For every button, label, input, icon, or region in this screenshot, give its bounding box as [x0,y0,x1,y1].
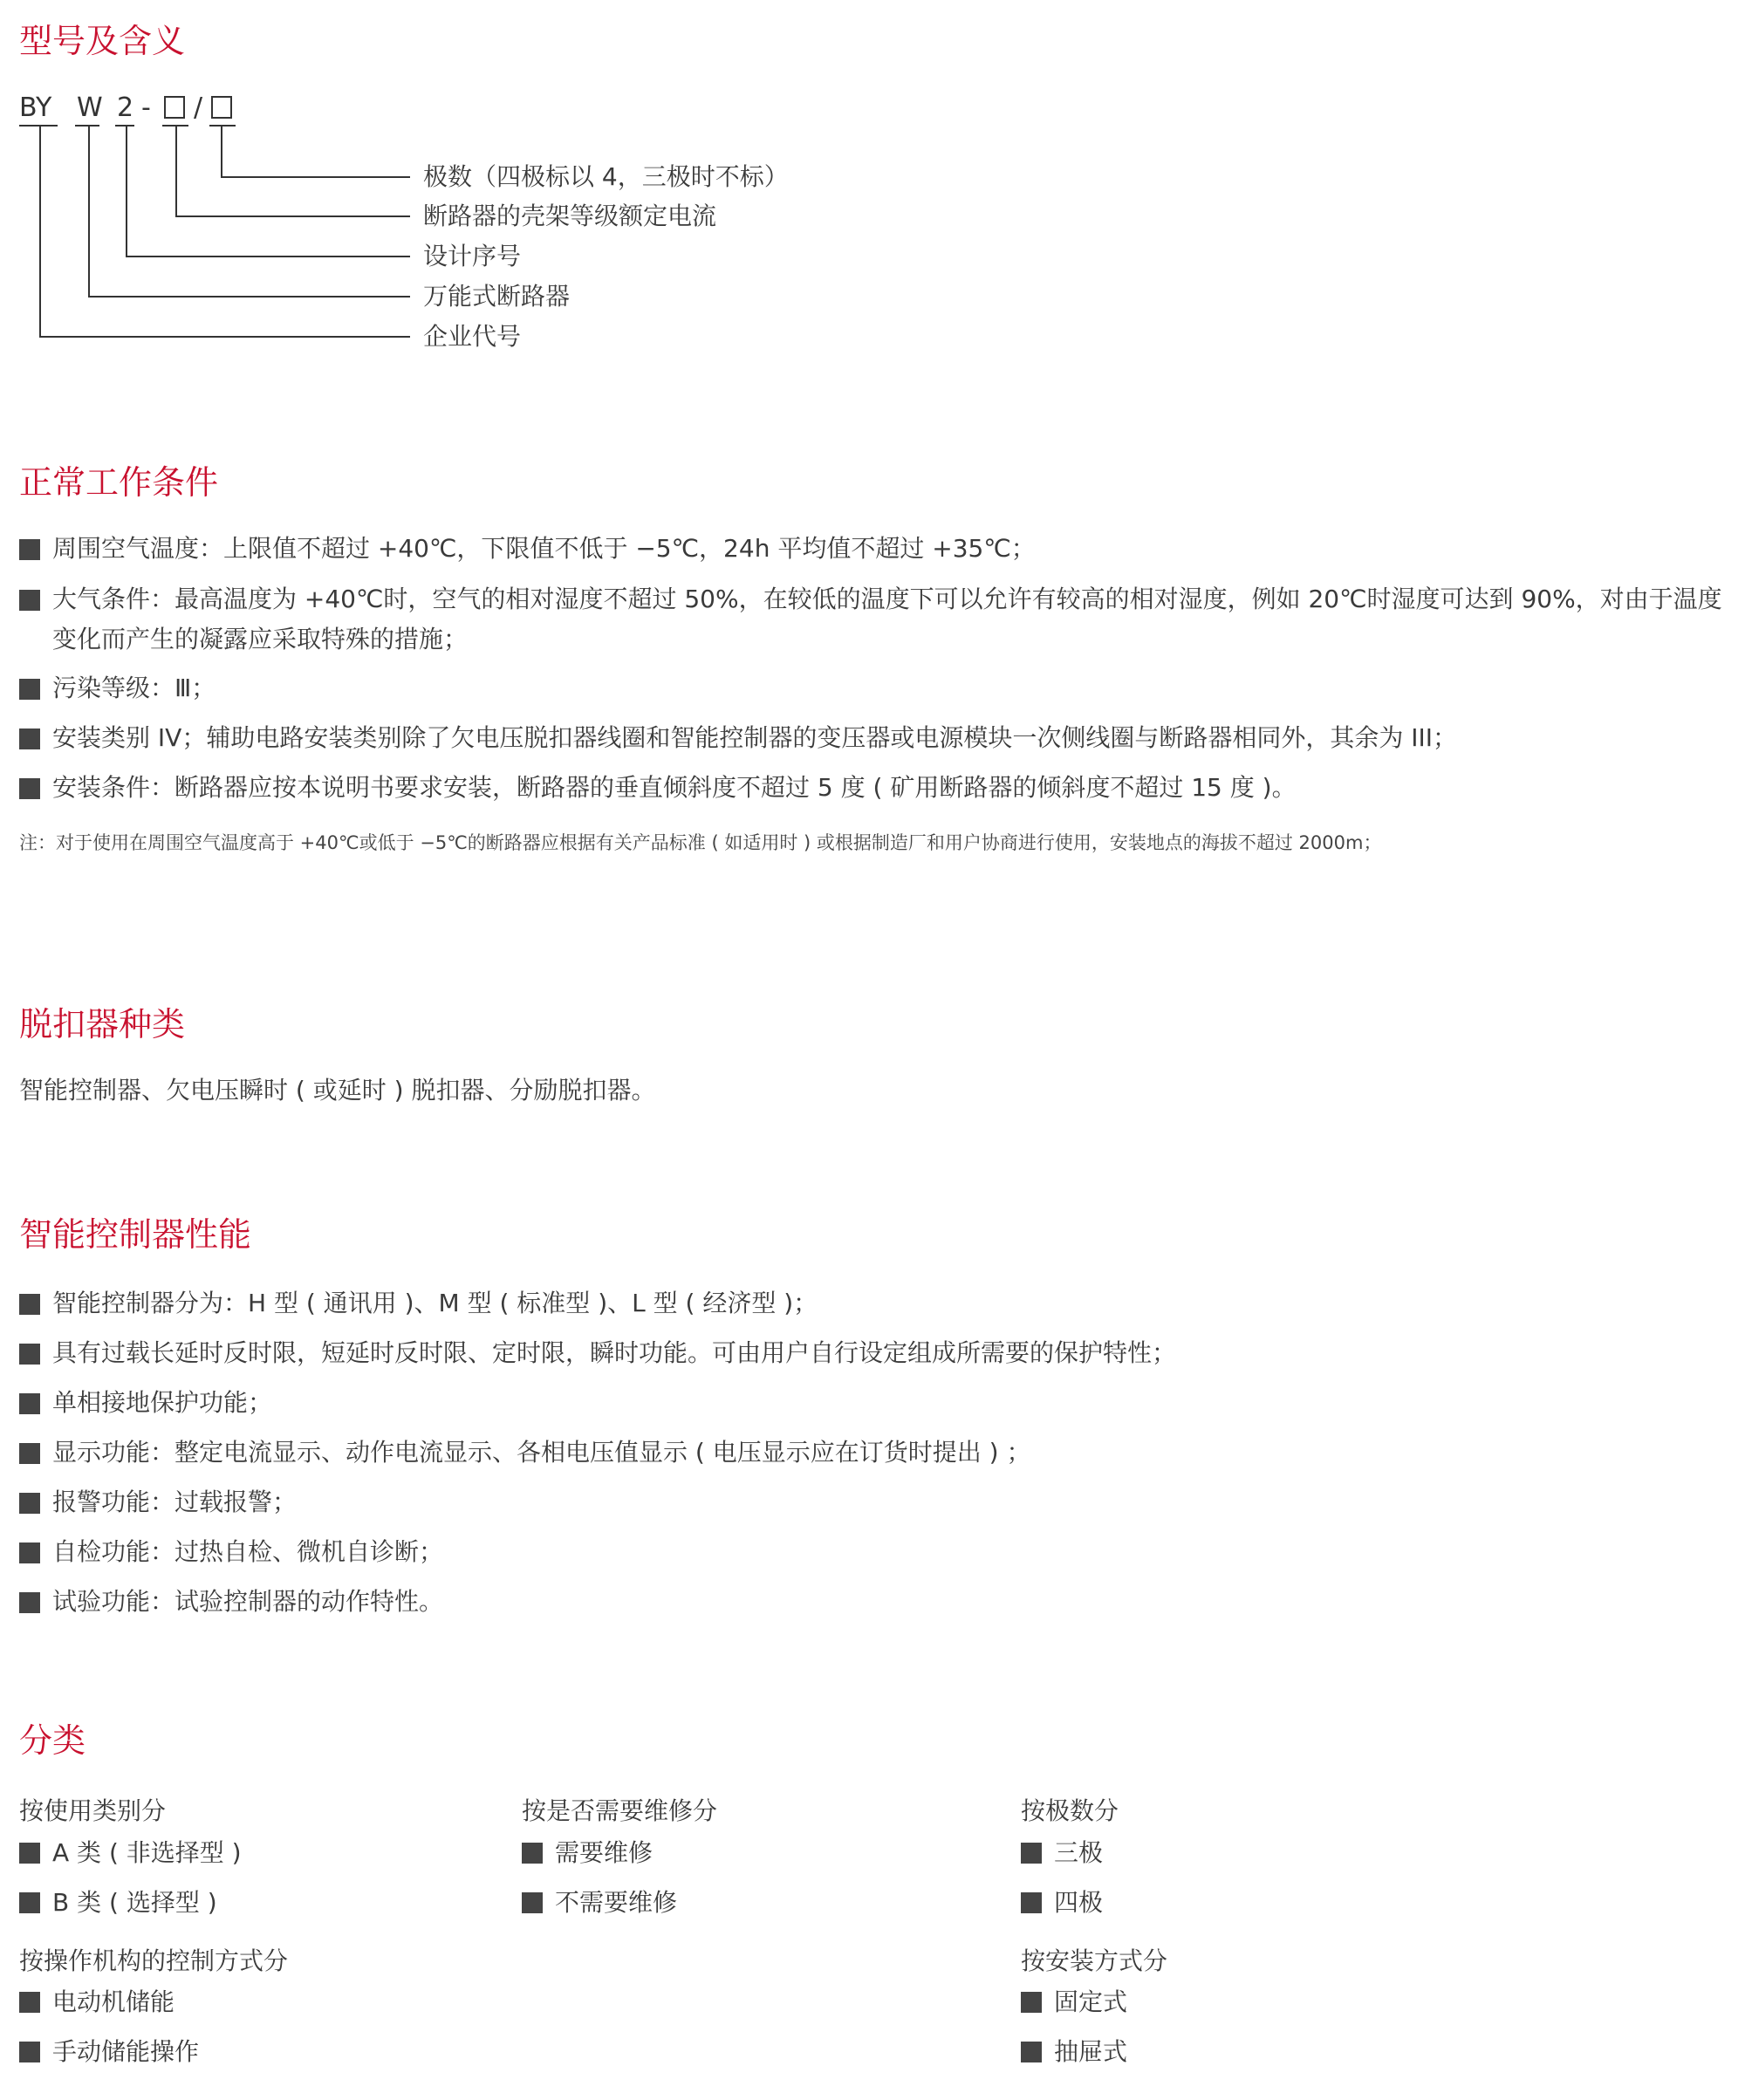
model-code-p1: BY [19,92,52,123]
class-head-operation: 按操作机构的控制方式分 [19,1946,289,1975]
bullet-square-icon [19,778,40,799]
list-item [19,1383,1728,1423]
bullet-square-icon [522,1892,543,1913]
list-item [19,1333,1728,1373]
list-item [1021,2035,1127,2069]
model-meaning-company-code: 企业代号 [423,322,522,351]
list-item-text: 显示功能：整定电流显示、动作电流显示、各相电压值显示 ( 电压显示应在订货时提出 ) ； [52,1438,1031,1467]
bullet-square-icon [19,1393,40,1414]
bullet-square-icon [19,1992,40,2013]
list-item-text: 不需要维修 [555,1888,678,1917]
list-item [19,1836,242,1871]
section-title-release: 脱扣器种类 [19,1005,186,1043]
bullet-square-icon [19,679,40,700]
model-meaning-design-no: 设计序号 [423,242,522,270]
list-item-text: 安装类别 IV；辅助电路安装类别除了欠电压脱扣器线圈和智能控制器的变压器或电源模块一次侧线圈与断路器相同外，其余为 III； [52,723,1457,752]
list-item [522,1836,653,1871]
list-item [19,1885,217,1920]
model-meaning-breaker-type: 万能式断路器 [423,282,571,311]
bullet-square-icon [1021,1992,1042,2013]
conditions-note: 注：对于使用在周围空气温度高于 +40℃或低于 −5℃的断路器应根据有关产品标准 ( 如适用时 ) 或根据制造厂和用户协商进行使用，安装地点的海拔不超过 2000m； [19,832,1382,853]
list-item-text: 需要维修 [555,1838,654,1867]
bullet-square-icon [19,1592,40,1613]
class-head-maintenance: 按是否需要维修分 [522,1796,718,1825]
list-item [19,1532,1728,1572]
list-item-text: 电动机储能 [52,1987,175,2016]
section-title-controller: 智能控制器性能 [19,1215,252,1254]
list-item-text: 三极 [1054,1838,1104,1867]
list-item [19,1482,1728,1522]
list-item [19,579,1728,660]
list-item [19,1433,1728,1473]
list-item-text: 单相接地保护功能； [52,1388,273,1417]
bullet-square-icon [19,1294,40,1315]
model-diagram-lines [0,0,1745,366]
list-item-text: A 类 ( 非选择型 ) [52,1838,242,1867]
section-title-model: 型号及含义 [19,22,186,60]
bullet-square-icon [19,1344,40,1365]
list-item-text: 具有过载长延时反时限，短延时反时限、定时限，瞬时功能。可由用户自行设定组成所需要的保护特性； [52,1338,1177,1367]
release-text: 智能控制器、欠电压瞬时 ( 或延时 ) 脱扣器、分励脱扣器。 [19,1076,656,1105]
list-item [19,529,1728,569]
bullet-square-icon [19,1843,40,1864]
bullet-square-icon [1021,1843,1042,1864]
bullet-square-icon [19,1543,40,1563]
list-item-text: 智能控制器分为：H 型 ( 通讯用 )、M 型 ( 标准型 )、L 型 ( 经济型 )； [52,1289,818,1317]
list-item [1021,1885,1103,1920]
list-item-text: 报警功能：过载报警； [52,1488,298,1516]
section-title-classification: 分类 [19,1721,86,1760]
list-item [19,1582,1728,1622]
list-item-text: 抽屉式 [1054,2037,1128,2066]
class-head-installation: 按安装方式分 [1021,1946,1168,1975]
model-code-slash: / [194,92,203,123]
list-item [522,1885,677,1920]
bullet-square-icon [19,1892,40,1913]
list-item [19,1283,1728,1324]
bullet-square-icon [19,2042,40,2062]
bullet-square-icon [19,590,40,611]
list-item-text: B 类 ( 选择型 ) [52,1888,217,1917]
bullet-square-icon [19,729,40,749]
section-title-conditions: 正常工作条件 [19,463,219,502]
model-code-dash: - [141,92,151,123]
model-code-p2: W [77,92,103,123]
bullet-square-icon [19,1443,40,1464]
list-item-text: 安装条件：断路器应按本说明书要求安装，断路器的垂直倾斜度不超过 5 度 ( 矿用断路器的倾斜度不超过 15 度 )。 [52,773,1297,802]
list-item [19,668,1728,708]
model-meaning-frame-current: 断路器的壳架等级额定电流 [423,202,717,230]
class-head-usage: 按使用类别分 [19,1796,167,1825]
bullet-square-icon [19,1493,40,1514]
list-item-text: 试验功能：试验控制器的动作特性。 [52,1587,444,1616]
list-item-text: 固定式 [1054,1987,1128,2016]
list-item-text: 自检功能：过热自检、微机自诊断； [52,1537,444,1566]
list-item-text: 污染等级：Ⅲ； [52,674,216,702]
model-meaning-poles: 极数（四极标以 4，三极时不标） [423,162,789,191]
list-item [19,2035,199,2069]
bullet-square-icon [1021,2042,1042,2062]
bullet-square-icon [522,1843,543,1864]
list-item-text: 四极 [1054,1888,1104,1917]
list-item [1021,1985,1127,2020]
list-item [1021,1836,1103,1871]
list-item-text: 大气条件：最高温度为 +40℃时，空气的相对湿度不超过 50%，在较低的温度下可以允许有较高的相对湿度，例如 20℃时湿度可达到 90%，对由于温度变化而产生的凝露应采取特殊的措施； [52,585,1722,653]
bullet-square-icon [19,539,40,560]
bullet-square-icon [1021,1892,1042,1913]
list-item-text: 周围空气温度：上限值不超过 +40℃，下限值不低于 −5℃，24h 平均值不超过 +35℃； [52,534,1036,563]
list-item-text: 手动储能操作 [52,2037,200,2066]
list-item [19,1985,174,2020]
list-item [19,718,1728,758]
model-code-p3: 2 [117,92,134,123]
list-item [19,768,1728,808]
class-head-poles: 按极数分 [1021,1796,1119,1825]
